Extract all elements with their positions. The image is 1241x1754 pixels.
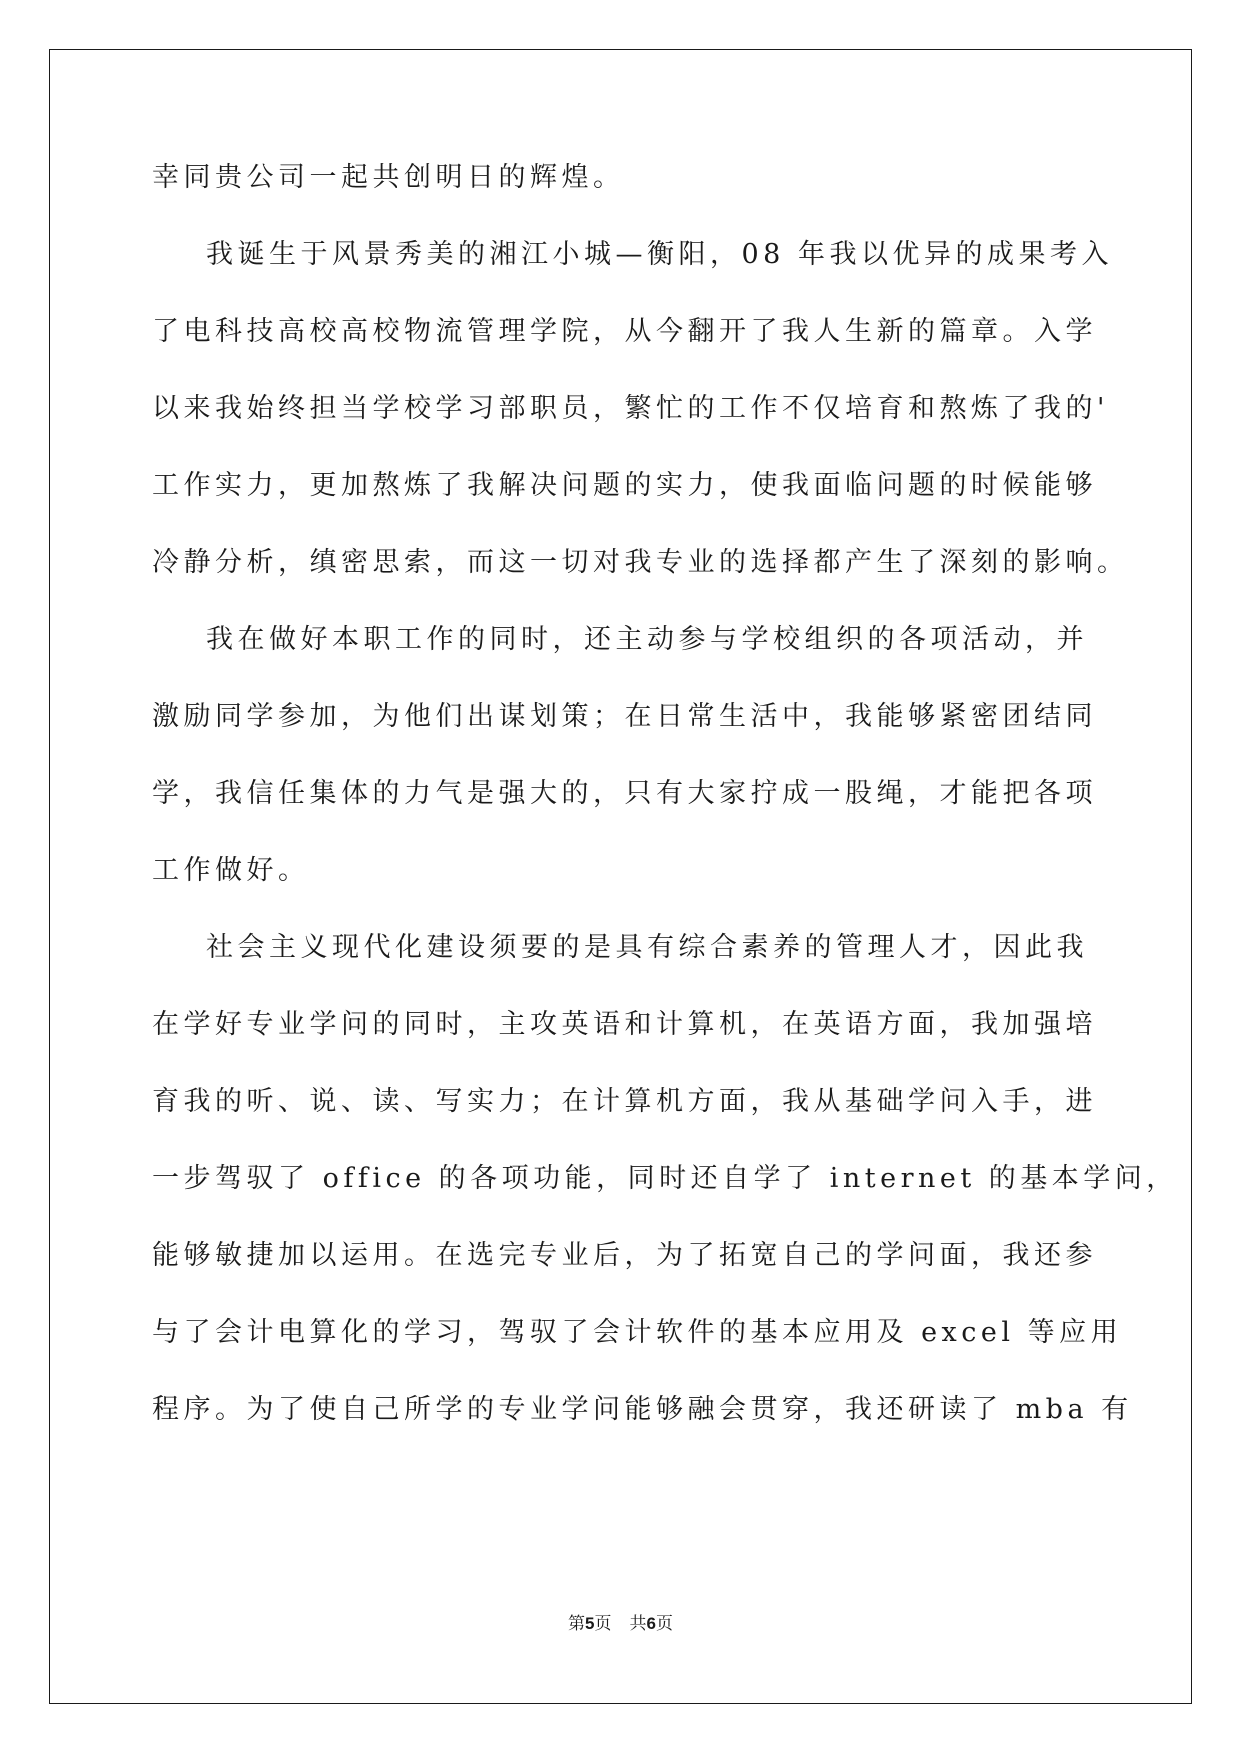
text-line: 我在做好本职工作的同时，还主动参与学校组织的各项活动，并 bbox=[206, 624, 1088, 655]
footer-page-suffix: 页 bbox=[594, 1614, 612, 1634]
text-line: 学，我信任集体的力气是强大的，只有大家拧成一股绳，才能把各项 bbox=[152, 778, 1097, 809]
footer-prefix: 第 bbox=[568, 1614, 586, 1634]
footer-total-prefix: 共 bbox=[629, 1614, 647, 1634]
text-line: 与了会计电算化的学习，驾驭了会计软件的基本应用及 excel 等应用 bbox=[152, 1317, 1123, 1348]
total-pages: 6 bbox=[646, 1614, 656, 1633]
text-line: 冷静分析，缜密思索，而这一切对我专业的选择都产生了深刻的影响。 bbox=[152, 547, 1129, 578]
text-line: 育我的听、说、读、写实力；在计算机方面，我从基础学问入手，进 bbox=[152, 1086, 1097, 1117]
footer-total-suffix: 页 bbox=[655, 1614, 673, 1634]
text-line: 程序。为了使自己所学的专业学问能够融会贯穿，我还研读了 mba 有 bbox=[152, 1394, 1133, 1425]
page-number: 5 bbox=[585, 1614, 595, 1633]
text-line: 一步驾驭了 office 的各项功能，同时还自学了 internet 的基本学问， bbox=[152, 1163, 1178, 1194]
text-line: 幸同贵公司一起共创明日的辉煌。 bbox=[152, 162, 625, 193]
text-line: 了电科技高校高校物流管理学院，从今翻开了我人生新的篇章。入学 bbox=[152, 316, 1097, 347]
text-line: 工作实力，更加熬炼了我解决问题的实力，使我面临问题的时候能够 bbox=[152, 470, 1097, 501]
text-line: 工作做好。 bbox=[152, 855, 310, 886]
text-line: 以来我始终担当学校学习部职员，繁忙的工作不仅培育和熬炼了我的' bbox=[152, 393, 1109, 424]
text-line: 我诞生于风景秀美的湘江小城—衡阳，08 年我以优异的成果考入 bbox=[206, 239, 1113, 270]
text-line: 能够敏捷加以运用。在选完专业后，为了拓宽自己的学问面，我还参 bbox=[152, 1240, 1097, 1271]
page-footer bbox=[0, 1609, 1241, 1634]
text-line: 社会主义现代化建设须要的是具有综合素养的管理人才，因此我 bbox=[206, 932, 1088, 963]
text-line: 激励同学参加，为他们出谋划策；在日常生活中，我能够紧密团结同 bbox=[152, 701, 1097, 732]
text-line: 在学好专业学问的同时，主攻英语和计算机，在英语方面，我加强培 bbox=[152, 1009, 1097, 1040]
